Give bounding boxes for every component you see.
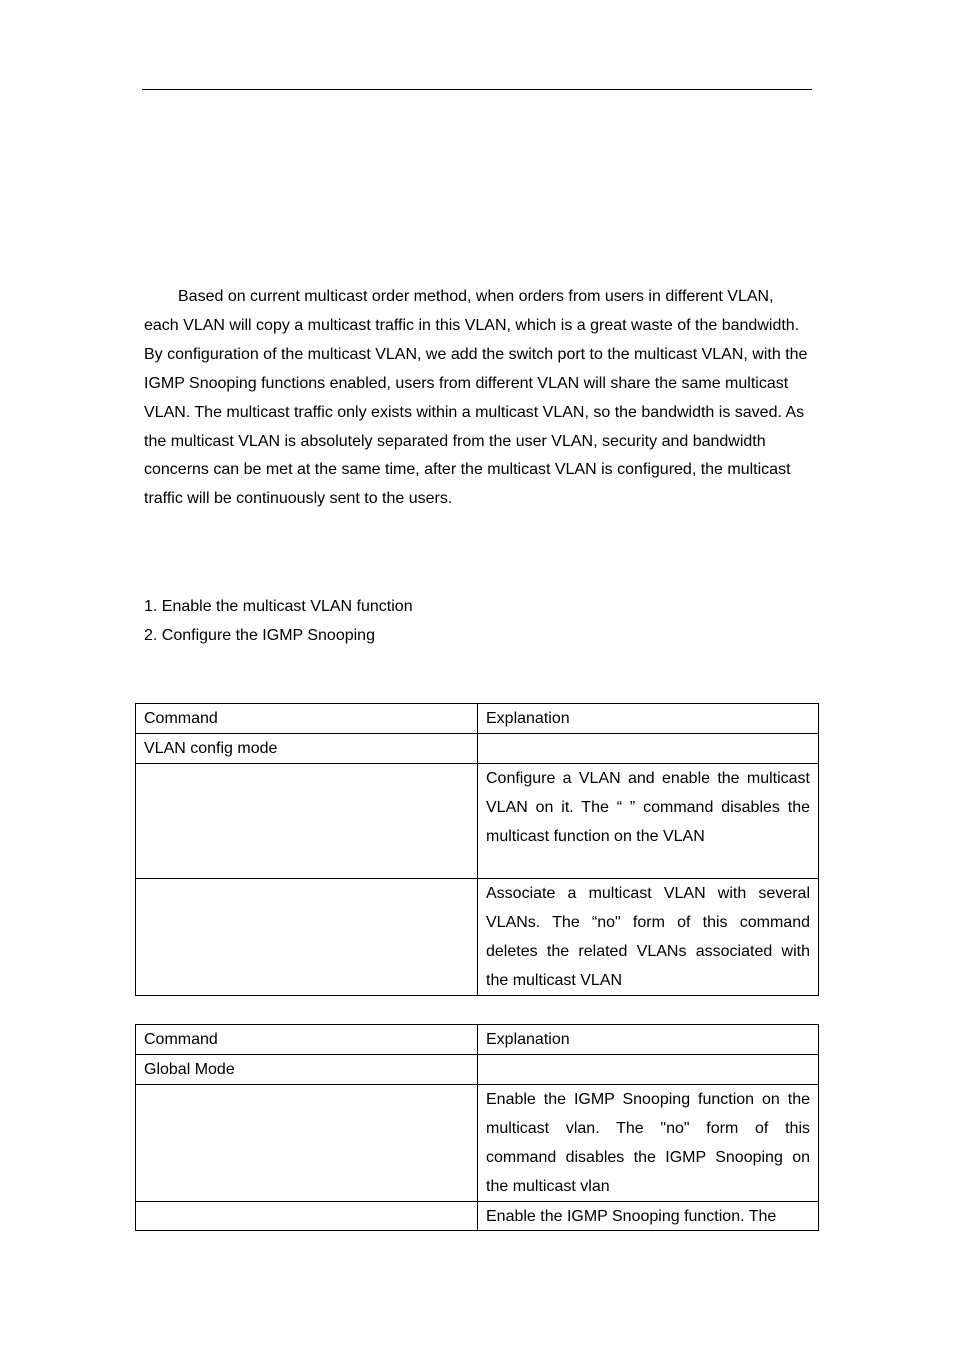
vlan-command-table [135,703,819,996]
header-command: Command [136,1025,478,1055]
igmp-command-table [135,1024,819,1231]
explanation-cell: Configure a VLAN and enable the multicast VLAN on it. The “ ” command disables the multicast function on the VLAN [478,764,819,879]
table-row [136,1202,819,1231]
step-item: 1. Enable the multicast VLAN function [144,598,413,615]
explanation-text: Enable the IGMP Snooping function. The [486,1208,777,1225]
mode-row [136,1055,819,1085]
mode-label: VLAN config mode [136,734,478,764]
command-cell [136,764,478,879]
header-rule [142,89,812,90]
table-header-row [136,1025,819,1055]
table-row [136,1085,819,1202]
header-explanation: Explanation [478,704,819,734]
explanation-cell: Enable the IGMP Snooping function on the multicast vlan. The "no" form of this command disables the IGMP Snooping on the multicast vlan [478,1085,819,1202]
command-cell [136,1202,478,1231]
step-item: 2. Configure the IGMP Snooping [144,627,375,644]
mode-empty-cell [478,734,819,764]
table-row [136,879,819,996]
command-cell [136,879,478,996]
explanation-cell: Associate a multicast VLAN with several VLANs. The “no" form of this command deletes the related VLANs associated with the multicast VLAN [478,879,819,996]
steps-list [144,592,413,650]
mode-empty-cell [478,1055,819,1085]
mode-row [136,734,819,764]
explanation-cell [478,1202,819,1231]
table-row [136,764,819,879]
mode-label: Global Mode [136,1055,478,1085]
header-command: Command [136,704,478,734]
command-cell [136,1085,478,1202]
table-header-row [136,704,819,734]
header-explanation: Explanation [478,1025,819,1055]
intro-paragraph: Based on current multicast order method, when orders from users in different VLAN, each VLAN will copy a multicast traffic in this VLAN, which is a great waste of the bandwidth. By configuration of the multicast VLAN, we add the switch port to the multicast VLAN, with the IGMP Snooping functions enabled, users from different VLAN will share the same multicast VLAN. The multicast traffic only exists within a multicast VLAN, so the bandwidth is saved. As the multicast VLAN is absolutely separated from the user VLAN, security and bandwidth concerns can be met at the same time, after the multicast VLAN is configured, the multicast traffic will be continuously sent to the users. [144,288,808,508]
